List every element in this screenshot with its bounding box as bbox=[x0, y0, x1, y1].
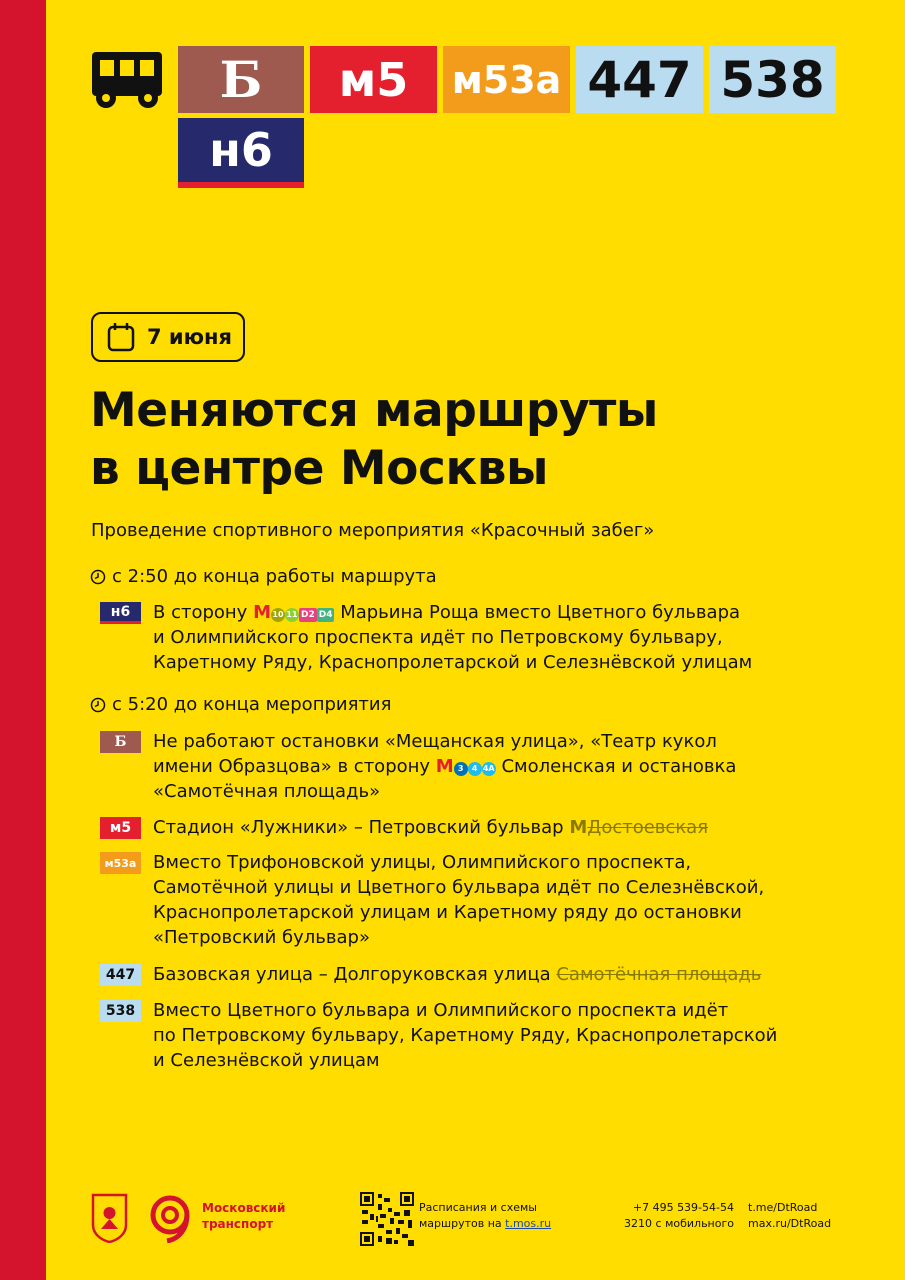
qr-code-icon[interactable] bbox=[360, 1192, 414, 1246]
route-badge-b: Б bbox=[178, 46, 304, 113]
page-title bbox=[90, 382, 870, 498]
text-fragment: Каретному Ряду, Краснопролетарской и Селезнёвской улицам bbox=[153, 652, 753, 673]
text-fragment: по Петровскому бульвару, Каретному Ряду, Краснопролетарской bbox=[153, 1025, 778, 1046]
phone-number[interactable]: +7 495 539-54-54 bbox=[632, 1201, 734, 1214]
notice-item-m5 bbox=[100, 815, 860, 840]
text-fragment: Самотёчной улицы и Цветного бульвара идёт по Селезнёвской, bbox=[153, 877, 765, 898]
notice-text bbox=[153, 998, 777, 1073]
schedule-info bbox=[419, 1200, 551, 1232]
text-fragment: Краснопролетарской улицам и Каретному ряду до остановки bbox=[153, 902, 742, 923]
route-tag: 538 bbox=[100, 1000, 141, 1022]
text-fragment: «Самотёчная площадь» bbox=[153, 781, 381, 802]
cancelled-stop: Самотёчная площадь bbox=[556, 964, 762, 985]
route-badge-m5: м5 bbox=[310, 46, 437, 113]
route-badge-n6: н6 bbox=[178, 118, 304, 188]
cancelled-stop: Достоевская bbox=[587, 817, 709, 838]
notice-item-n6 bbox=[100, 600, 860, 675]
brand-line: Московский bbox=[202, 1201, 286, 1215]
route-tag: м5 bbox=[100, 817, 141, 839]
text-fragment: и Селезнёвской улицам bbox=[153, 1050, 380, 1071]
telegram-link[interactable]: t.me/DtRoad bbox=[748, 1201, 818, 1214]
route-tag: м53а bbox=[100, 852, 141, 874]
text-fragment: Базовская улица – Долгоруковская улица bbox=[153, 964, 551, 985]
subtitle: Проведение спортивного мероприятия «Красочный забег» bbox=[91, 520, 655, 541]
notice-item-m53a bbox=[100, 850, 860, 950]
time-label-2: с 5:20 до конца мероприятия bbox=[112, 694, 392, 715]
notice-item-447 bbox=[100, 962, 860, 987]
time-label-1: с 2:50 до конца работы маршрута bbox=[112, 566, 437, 587]
schedule-link[interactable]: t.mos.ru bbox=[505, 1217, 552, 1230]
route-badge-447: 447 bbox=[576, 46, 703, 113]
text-fragment: имени Образцова» в сторону bbox=[153, 756, 431, 777]
notice-text bbox=[153, 600, 752, 675]
social-links bbox=[748, 1200, 831, 1232]
metro-icon: М 3 4 4А bbox=[435, 756, 495, 777]
notice-text bbox=[153, 850, 764, 950]
route-tag: Б bbox=[100, 731, 141, 753]
time-row-2 bbox=[90, 694, 391, 715]
route-tag: н6 bbox=[100, 602, 141, 624]
clock-icon bbox=[90, 569, 106, 585]
time-row-1 bbox=[90, 566, 437, 587]
route-tag: 447 bbox=[100, 964, 141, 986]
route-badge-538: 538 bbox=[709, 46, 836, 113]
schedule-line: маршрутов на bbox=[419, 1217, 502, 1230]
bus-icon bbox=[90, 50, 164, 110]
phone-info bbox=[600, 1200, 734, 1232]
notice-text bbox=[153, 815, 708, 840]
moscow-transport-logo-icon bbox=[146, 1193, 194, 1243]
text-fragment: «Петровский бульвар» bbox=[153, 927, 370, 948]
notice-item-b bbox=[100, 729, 860, 804]
text-fragment: Вместо Трифоновской улицы, Олимпийского проспекта, bbox=[153, 852, 692, 873]
title-line-2: в центре Москвы bbox=[90, 441, 548, 496]
text-fragment: Стадион «Лужники» – Петровский бульвар bbox=[153, 817, 564, 838]
calendar-icon bbox=[107, 322, 135, 352]
notice-item-538 bbox=[100, 998, 860, 1073]
date-label: 7 июня bbox=[147, 325, 233, 349]
title-line-1: Меняются маршруты bbox=[90, 383, 658, 438]
route-badge-m53a: м53а bbox=[443, 46, 570, 113]
brand-name bbox=[202, 1200, 285, 1232]
text-fragment: Марьина Роща вместо Цветного бульвара bbox=[340, 602, 741, 623]
short-phone[interactable]: 3210 с мобильного bbox=[624, 1217, 734, 1230]
clock-icon bbox=[90, 697, 106, 713]
text-fragment: Не работают остановки «Мещанская улица», «Театр кукол bbox=[153, 731, 717, 752]
metro-icon: М10 11 D2 D4 bbox=[253, 602, 333, 623]
metro-icon: М bbox=[569, 817, 588, 838]
schedule-line: Расписания и схемы bbox=[419, 1201, 537, 1214]
notice-text bbox=[153, 962, 761, 987]
red-stripe bbox=[0, 0, 46, 1280]
text-fragment: Вместо Цветного бульвара и Олимпийского проспекта идёт bbox=[153, 1000, 729, 1021]
text-fragment: В сторону bbox=[153, 602, 248, 623]
brand-line: транспорт bbox=[202, 1217, 274, 1231]
notice-text bbox=[153, 729, 736, 804]
text-fragment: Смоленская и остановка bbox=[501, 756, 737, 777]
max-link[interactable]: max.ru/DtRoad bbox=[748, 1217, 832, 1230]
moscow-coat-of-arms-icon bbox=[91, 1193, 128, 1243]
text-fragment: и Олимпийского проспекта идёт по Петровскому бульвару, bbox=[153, 627, 723, 648]
date-pill bbox=[91, 312, 245, 362]
